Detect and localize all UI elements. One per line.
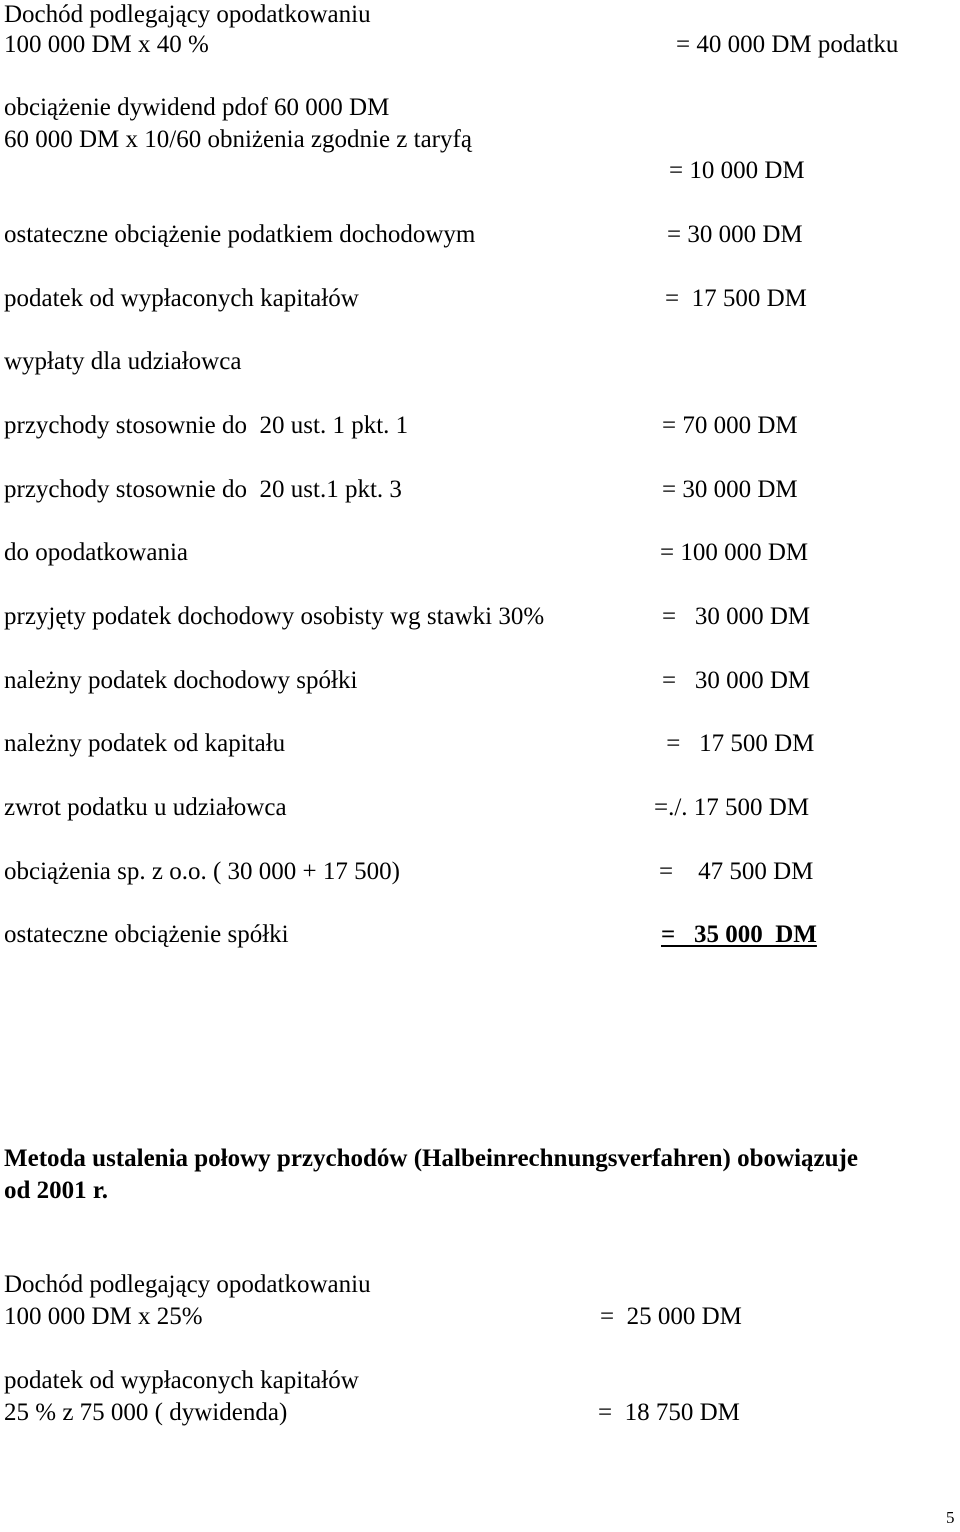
taxable-income-value: = 40 000 DM podatku [676, 31, 899, 58]
row-label: obciążenia sp. z o.o. ( 30 000 + 17 500) [4, 858, 400, 885]
page-number: 5 [946, 1508, 955, 1527]
row-label: przychody stosownie do 20 ust. 1 pkt. 1 [4, 412, 409, 439]
row-value: = 30 000 DM [662, 667, 811, 694]
payouts-heading: wypłaty dla udziałowca [4, 348, 242, 375]
row-label: ostateczne obciążenie podatkiem dochodowym [4, 221, 476, 248]
final-burden-value: = 35 000 DM [661, 921, 817, 948]
row-label: należny podatek od kapitału [4, 730, 286, 757]
taxable-income-label-2: Dochód podlegający opodatkowaniu [4, 1271, 371, 1298]
row-value: = 17 500 DM [665, 285, 807, 312]
row-value: = 17 500 DM [660, 730, 815, 757]
dividend-reduction-calc: 60 000 DM x 10/60 obniżenia zgodnie z taryfą [4, 126, 472, 153]
row-value: = 70 000 DM [662, 412, 798, 439]
row-value: = 30 000 DM [662, 603, 811, 630]
row-value: = 30 000 DM [662, 476, 798, 503]
row-value: =./. 17 500 DM [654, 794, 810, 821]
row-value: = 100 000 DM [660, 539, 809, 566]
capital-tax-value: = 18 750 DM [598, 1399, 740, 1426]
taxable-income-calc: 100 000 DM x 40 % [4, 31, 209, 58]
row-label: podatek od wypłaconych kapitałów [4, 285, 359, 312]
row-value: = 30 000 DM [667, 221, 803, 248]
taxable-income-value-2: = 25 000 DM [600, 1303, 742, 1330]
row-label: do opodatkowania [4, 539, 188, 566]
section-title-cont: od 2001 r. [4, 1177, 108, 1204]
row-label: przyjęty podatek dochodowy osobisty wg stawki 30% [4, 603, 545, 630]
taxable-income-calc-2: 100 000 DM x 25% [4, 1303, 203, 1330]
row-label: przychody stosownie do 20 ust.1 pkt. 3 [4, 476, 402, 503]
row-value: = 47 500 DM [659, 858, 814, 885]
section-title: Metoda ustalenia połowy przychodów (Halbeinrechnungsverfahren) obowiązuje [4, 1145, 858, 1172]
taxable-income-label: Dochód podlegający opodatkowaniu [4, 1, 371, 28]
row-label: zwrot podatku u udziałowca [4, 794, 287, 821]
dividend-burden-label: obciążenie dywidend pdof 60 000 DM [4, 94, 390, 121]
row-label: ostateczne obciążenie spółki [4, 921, 289, 948]
capital-tax-label: podatek od wypłaconych kapitałów [4, 1367, 359, 1394]
row-label: należny podatek dochodowy spółki [4, 667, 358, 694]
capital-tax-calc: 25 % z 75 000 ( dywidenda) [4, 1399, 288, 1426]
dividend-reduction-value: = 10 000 DM [669, 157, 805, 184]
